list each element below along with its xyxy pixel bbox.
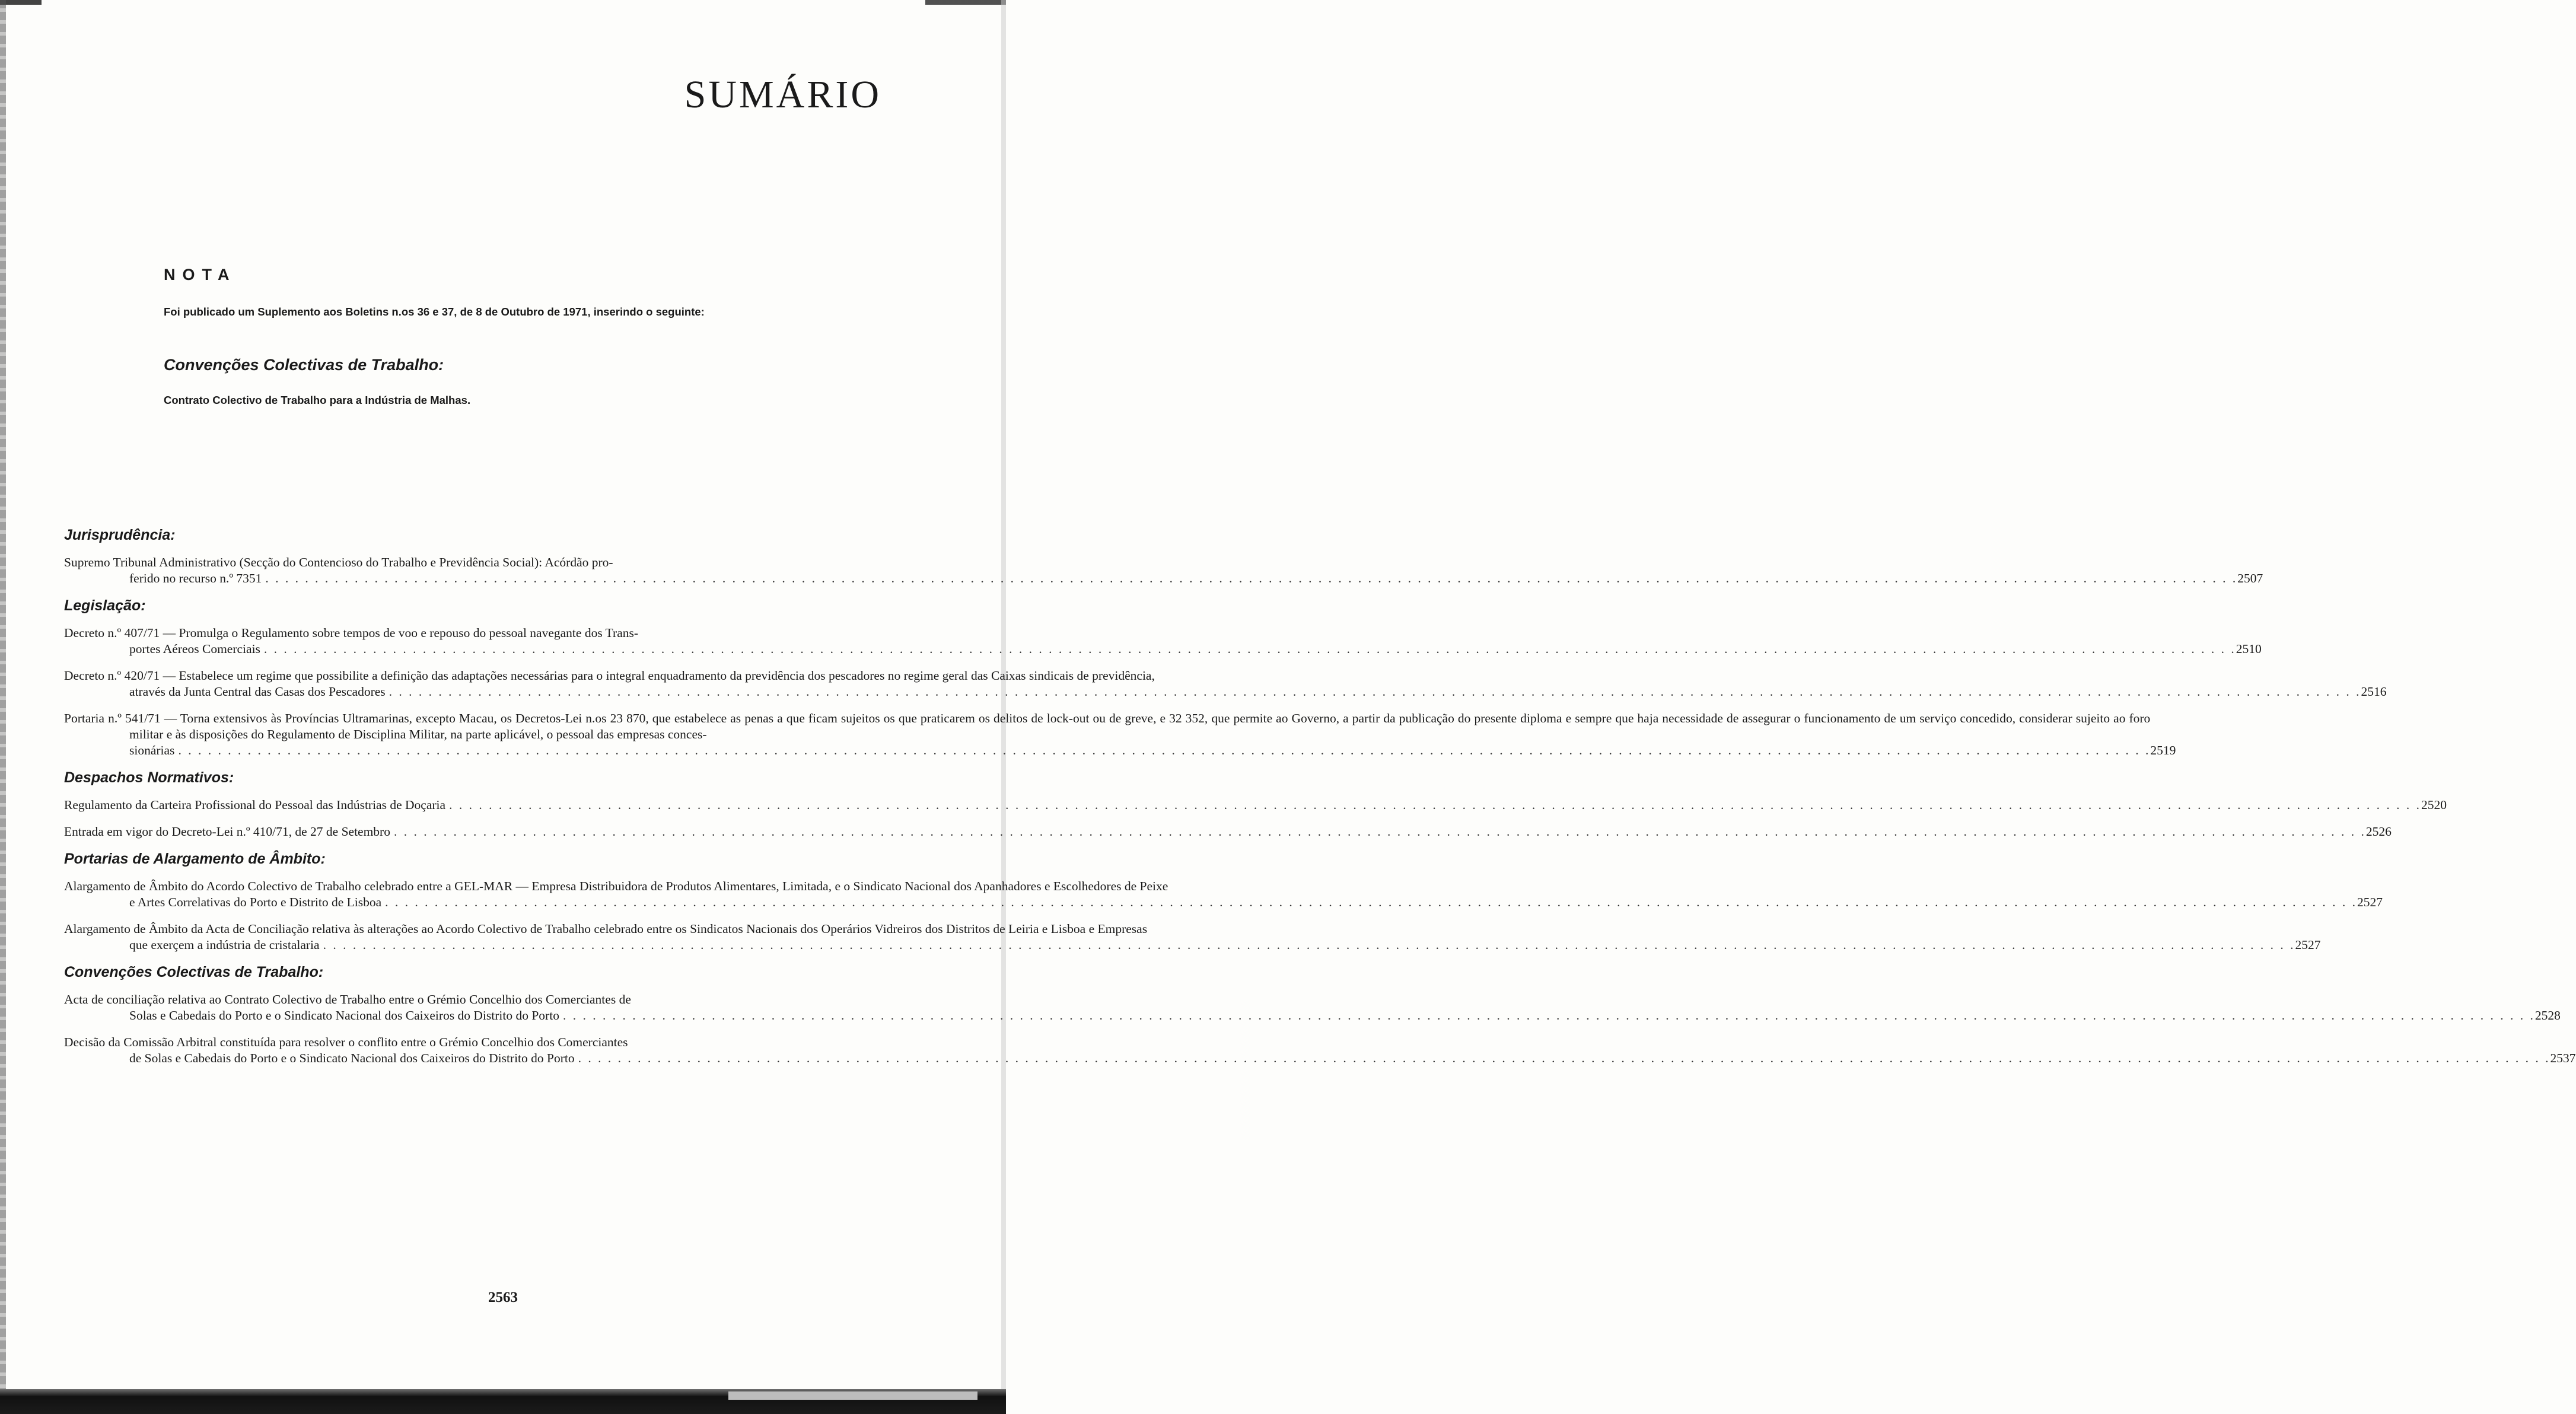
summary-list bbox=[64, 516, 2576, 1077]
entry-tail-text: portes Aéreos Comerciais bbox=[129, 642, 260, 656]
entry-page-number: 2527 bbox=[2357, 895, 2383, 909]
dot-leader: . . . . . . . . . . . . . . . . . . . . . . . . . . . . . . . . . . . . . . . . . . . . . . . . . . . . . . . . . . . . . . . . . . . . . . . . . . . . . . . . . . . . . . . . . . . . . . . . . . . . . . . . . . . . . . . . . . . . . . . . . . . . . . . . . . . . . . . . . . . . . . . . . . . . . . . . . . . . . . . . . . . . . . . . . . . . . . . . . . . . . . . . . . . . . . . . . . . . . . . bbox=[178, 743, 2151, 757]
page-title: SUMÁRIO bbox=[684, 73, 881, 116]
nota-item: Contrato Colectivo de Trabalho para a Indústria de Malhas. bbox=[164, 394, 471, 406]
entry-page-number: 2516 bbox=[2361, 684, 2387, 699]
dot-leader: . . . . . . . . . . . . . . . . . . . . . . . . . . . . . . . . . . . . . . . . . . . . . . . . . . . . . . . . . . . . . . . . . . . . . . . . . . . . . . . . . . . . . . . . . . . . . . . . . . . . . . . . . . . . . . . . . . . . . . . . . . . . . . . . . . . . . . . . . . . . . . . . . . . . . . . . . . . . . . . . . . . . . . . . . . . . . . . . . . . . . . . . . . . . . . . . . . . . . . . bbox=[578, 1051, 2550, 1065]
nota-subheading: Convenções Colectivas de Trabalho: bbox=[164, 356, 444, 374]
entry-text: Decisão da Comissão Arbitral constituída para resolver o conflito entre o Grémio Concelhio dos Comerciantes bbox=[64, 1035, 628, 1049]
summary-entry bbox=[64, 824, 2392, 840]
dot-leader: . . . . . . . . . . . . . . . . . . . . . . . . . . . . . . . . . . . . . . . . . . . . . . . . . . . . . . . . . . . . . . . . . . . . . . . . . . . . . . . . . . . . . . . . . . . . . . . . . . . . . . . . . . . . . . . . . . . . . . . . . . . . . . . . . . . . . . . . . . . . . . . . . . . . . . . . . . . . . . . . . . . . . . . . . . . . . . . . . . . . . . . . . . . . . . . . . . . . . . . bbox=[385, 895, 2358, 909]
entry-text: Alargamento de Âmbito do Acordo Colectivo de Trabalho celebrado entre a GEL-MAR — Empresa Distribuidora de Produtos Alimentares, Limitada, e o Sindicato Nacional dos Apanhadores e Escolhedores de Peixe bbox=[64, 879, 1168, 893]
entry-tail-text: Solas e Cabedais do Porto e o Sindicato Nacional dos Caixeiros do Distrito do Porto bbox=[129, 1008, 559, 1023]
dot-leader: . . . . . . . . . . . . . . . . . . . . . . . . . . . . . . . . . . . . . . . . . . . . . . . . . . . . . . . . . . . . . . . . . . . . . . . . . . . . . . . . . . . . . . . . . . . . . . . . . . . . . . . . . . . . . . . . . . . . . . . . . . . . . . . . . . . . . . . . . . . . . . . . . . . . . . . . . . . . . . . . . . . . . . . . . . . . . . . . . . . . . . . . . . . . . . . . . . . . . . . bbox=[323, 938, 2295, 952]
summary-entry bbox=[64, 625, 2262, 657]
summary-entry bbox=[64, 1034, 2576, 1066]
entry-tail-text: de Solas e Cabedais do Porto e o Sindicato Nacional dos Caixeiros do Distrito do Porto bbox=[129, 1051, 575, 1065]
entry-text: Alargamento de Âmbito da Acta de Conciliação relativa às alterações ao Acordo Colectivo de Trabalho celebrado entre os Sindicatos Nacionais dos Operários Vidreiros dos Distritos de Leiria e Lisboa e Empresas bbox=[64, 922, 1148, 936]
page-number: 2563 bbox=[488, 1289, 518, 1305]
scan-bottom-edge bbox=[0, 1389, 1006, 1414]
entry-page-number: 2528 bbox=[2534, 1008, 2561, 1023]
dot-leader: . . . . . . . . . . . . . . . . . . . . . . . . . . . . . . . . . . . . . . . . . . . . . . . . . . . . . . . . . . . . . . . . . . . . . . . . . . . . . . . . . . . . . . . . . . . . . . . . . . . . . . . . . . . . . . . . . . . . . . . . . . . . . . . . . . . . . . . . . . . . . . . . . . . . . . . . . . . . . . . . . . . . . . . . . . . . . . . . . . . . . . . . . . . . . . . . . . . . . . . bbox=[263, 642, 2236, 656]
summary-entry bbox=[64, 992, 2561, 1024]
entry-text: Supremo Tribunal Administrativo (Secção do Contencioso do Trabalho e Previdência Social): Acórdão pro- bbox=[64, 555, 613, 569]
scan-left-edge bbox=[0, 0, 6, 1414]
entry-tail-text: que exerçem a indústria de cristalaria bbox=[129, 938, 320, 952]
entry-text: Portaria n.º 541/71 — Torna extensivos às Províncias Ultramarinas, excepto Macau, os Decretos-Lei n.os 23 870, que estabelece as penas a que ficam sujeitos os que praticarem os delitos de lock-out ou de greve, e 32 352, que permite ao Governo, a partir da publicação do presente diploma e sempre que haja necessidade de assegurar o funcionamento de um serviço concedido, considerar sujeito ao foro militar e às disposições do Regulamento de Disciplina Militar, na parte aplicável, o pessoal das empresas conces- bbox=[64, 711, 2151, 741]
entry-tail-text: Regulamento da Carteira Profissional do Pessoal das Indústrias de Doçaria bbox=[64, 798, 446, 812]
entry-page-number: 2526 bbox=[2365, 824, 2392, 839]
dot-leader: . . . . . . . . . . . . . . . . . . . . . . . . . . . . . . . . . . . . . . . . . . . . . . . . . . . . . . . . . . . . . . . . . . . . . . . . . . . . . . . . . . . . . . . . . . . . . . . . . . . . . . . . . . . . . . . . . . . . . . . . . . . . . . . . . . . . . . . . . . . . . . . . . . . . . . . . . . . . . . . . . . . . . . . . . . . . . . . . . . . . . . . . . . . . . . . . . . . . . . . bbox=[449, 798, 2421, 812]
summary-entry bbox=[64, 668, 2387, 700]
summary-entry bbox=[64, 711, 2176, 759]
dot-leader: . . . . . . . . . . . . . . . . . . . . . . . . . . . . . . . . . . . . . . . . . . . . . . . . . . . . . . . . . . . . . . . . . . . . . . . . . . . . . . . . . . . . . . . . . . . . . . . . . . . . . . . . . . . . . . . . . . . . . . . . . . . . . . . . . . . . . . . . . . . . . . . . . . . . . . . . . . . . . . . . . . . . . . . . . . . . . . . . . . . . . . . . . . . . . . . . . . . . . . . bbox=[393, 824, 2366, 839]
summary-entry bbox=[64, 921, 2321, 953]
entry-page-number: 2510 bbox=[2236, 642, 2262, 656]
dot-leader: . . . . . . . . . . . . . . . . . . . . . . . . . . . . . . . . . . . . . . . . . . . . . . . . . . . . . . . . . . . . . . . . . . . . . . . . . . . . . . . . . . . . . . . . . . . . . . . . . . . . . . . . . . . . . . . . . . . . . . . . . . . . . . . . . . . . . . . . . . . . . . . . . . . . . . . . . . . . . . . . . . . . . . . . . . . . . . . . . . . . . . . . . . . . . . . . . . . . . . . bbox=[389, 684, 2361, 699]
summary-entry bbox=[64, 878, 2383, 910]
entry-page-number: 2520 bbox=[2421, 798, 2447, 812]
summary-entry bbox=[64, 555, 2263, 587]
section-heading: Legislação: bbox=[64, 597, 146, 614]
entry-text: Decreto n.º 420/71 — Estabelece um regime que possibilite a definição das adaptações necessárias para o integral enquadramento da previdência dos pescadores no regime geral das Caixas sindicais de previdência, bbox=[64, 668, 1155, 683]
nota-text: Foi publicado um Suplemento aos Boletins n.os 36 e 37, de 8 de Outubro de 1971, inserindo o seguinte: bbox=[164, 305, 705, 318]
dot-leader: . . . . . . . . . . . . . . . . . . . . . . . . . . . . . . . . . . . . . . . . . . . . . . . . . . . . . . . . . . . . . . . . . . . . . . . . . . . . . . . . . . . . . . . . . . . . . . . . . . . . . . . . . . . . . . . . . . . . . . . . . . . . . . . . . . . . . . . . . . . . . . . . . . . . . . . . . . . . . . . . . . . . . . . . . . . . . . . . . . . . . . . . . . . . . . . . . . . . . . . bbox=[562, 1008, 2535, 1023]
entry-page-number: 2527 bbox=[2295, 938, 2321, 952]
entry-tail-text: Entrada em vigor do Decreto-Lei n.º 410/71, de 27 de Setembro bbox=[64, 824, 390, 839]
entry-tail-text: através da Junta Central das Casas dos Pescadores bbox=[129, 684, 386, 699]
nota-label: NOTA bbox=[164, 266, 237, 284]
entry-text: Decreto n.º 407/71 — Promulga o Regulamento sobre tempos de voo e repouso do pessoal navegante dos Trans- bbox=[64, 626, 639, 640]
entry-page-number: 2519 bbox=[2150, 743, 2176, 757]
entry-text: Acta de conciliação relativa ao Contrato Colectivo de Trabalho entre o Grémio Concelhio dos Comerciantes de bbox=[64, 992, 631, 1007]
entry-page-number: 2507 bbox=[2237, 571, 2263, 585]
section-heading: Jurisprudência: bbox=[64, 527, 176, 543]
entry-tail-text: sionárias bbox=[129, 743, 175, 757]
section-heading: Despachos Normativos: bbox=[64, 769, 234, 786]
summary-entry bbox=[64, 797, 2447, 813]
entry-tail-text: ferido no recurso n.º 7351 bbox=[129, 571, 262, 585]
section-heading: Portarias de Alargamento de Âmbito: bbox=[64, 851, 326, 867]
section-heading: Convenções Colectivas de Trabalho: bbox=[64, 964, 324, 980]
dot-leader: . . . . . . . . . . . . . . . . . . . . . . . . . . . . . . . . . . . . . . . . . . . . . . . . . . . . . . . . . . . . . . . . . . . . . . . . . . . . . . . . . . . . . . . . . . . . . . . . . . . . . . . . . . . . . . . . . . . . . . . . . . . . . . . . . . . . . . . . . . . . . . . . . . . . . . . . . . . . . . . . . . . . . . . . . . . . . . . . . . . . . . . . . . . . . . . . . . . . . . . bbox=[265, 571, 2238, 585]
entry-tail-text: e Artes Correlativas do Porto e Distrito de Lisboa bbox=[129, 895, 382, 909]
scan-top-edge bbox=[0, 0, 1006, 5]
scan-right-edge bbox=[1001, 0, 1006, 1414]
entry-page-number: 2537 bbox=[2550, 1051, 2576, 1065]
